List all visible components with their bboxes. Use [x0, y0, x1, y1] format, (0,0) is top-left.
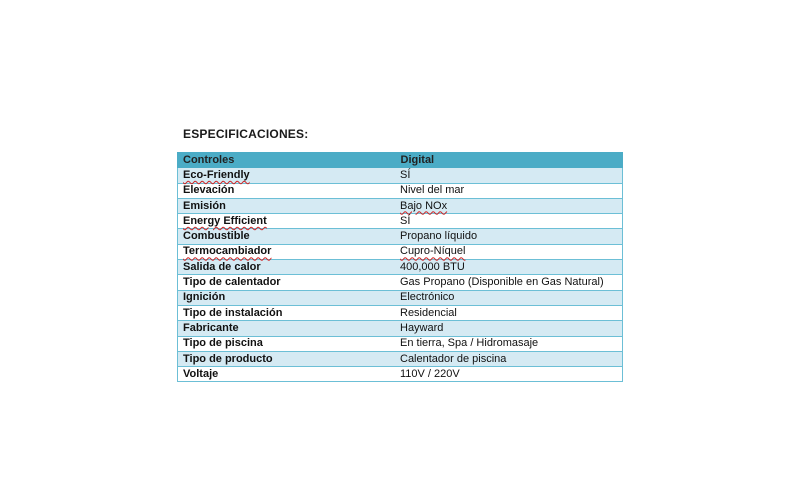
spec-label-text: Eco-Friendly [183, 168, 250, 181]
spec-value: Propano líquido [395, 229, 623, 244]
spec-label: Tipo de instalación [178, 305, 396, 320]
spec-label: Combustible [178, 229, 396, 244]
table-row [178, 367, 623, 382]
spec-label [178, 214, 396, 229]
spec-value-text: Bajo NOx [400, 199, 448, 212]
spec-value: SÍ [395, 214, 623, 229]
header-value-column: Digital [395, 153, 623, 168]
spec-label: Salida de calor [178, 260, 396, 275]
spec-value: Calentador de piscina [395, 351, 623, 366]
table-row [178, 290, 623, 305]
spec-label: Tipo de producto [178, 351, 396, 366]
table-row [178, 275, 623, 290]
spec-label-text: Energy Efficient [183, 214, 267, 227]
table-row [178, 244, 623, 259]
spec-label [178, 168, 396, 183]
spec-label [178, 244, 396, 259]
table-row [178, 305, 623, 320]
spec-value: En tierra, Spa / Hidromasaje [395, 336, 623, 351]
table-row [178, 214, 623, 229]
section-heading: ESPECIFICACIONES: [183, 127, 309, 141]
specifications-table [177, 152, 623, 382]
table-row [178, 321, 623, 336]
spec-label: Ignición [178, 290, 396, 305]
spec-value: Gas Propano (Disponible en Gas Natural) [395, 275, 623, 290]
table-row [178, 351, 623, 366]
table-row [178, 229, 623, 244]
table-row [178, 336, 623, 351]
spec-value: Nivel del mar [395, 183, 623, 198]
spec-label: Fabricante [178, 321, 396, 336]
spec-value [395, 198, 623, 213]
spec-label: Tipo de calentador [178, 275, 396, 290]
spec-value: SÍ [395, 168, 623, 183]
spec-label: Tipo de piscina [178, 336, 396, 351]
spec-label: Emisión [178, 198, 396, 213]
spec-value: 400,000 BTU [395, 260, 623, 275]
spec-value: 110V / 220V [395, 367, 623, 382]
table-row [178, 168, 623, 183]
header-label-column: Controles [178, 153, 396, 168]
table-row [178, 260, 623, 275]
spec-label-text: Termocambiador [183, 245, 272, 258]
spec-value [395, 244, 623, 259]
spec-label: Voltaje [178, 367, 396, 382]
spec-label: Elevación [178, 183, 396, 198]
table-row [178, 183, 623, 198]
spec-value: Hayward [395, 321, 623, 336]
spec-value: Electrónico [395, 290, 623, 305]
table-row [178, 198, 623, 213]
spec-value: Residencial [395, 305, 623, 320]
table-header-row [178, 153, 623, 168]
spec-value-text: Cupro-Níquel [400, 245, 466, 258]
